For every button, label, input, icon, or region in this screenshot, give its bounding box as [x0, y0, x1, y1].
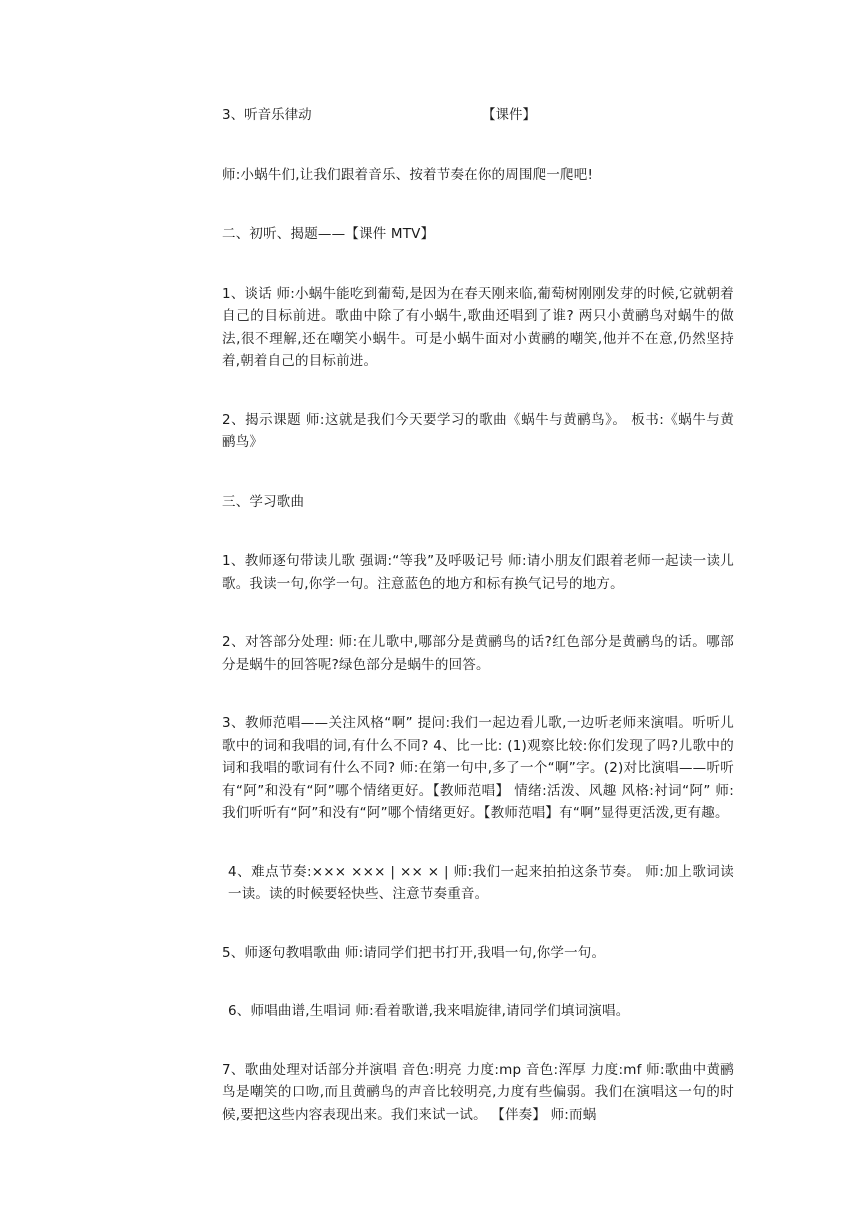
step-6-paragraph: 6、师唱曲谱,生唱词 师:看着歌谱,我来唱旋律,请同学们填词演唱。 [228, 1003, 630, 1019]
conversation-paragraph: 1、谈话 师:小蜗牛能吃到葡萄,是因为在春天刚来临,葡萄树刚刚发芽的时候,它就朝着自己的目标前进。歌曲中除了有小蜗牛,歌曲还唱到了谁? 两只小黄鹂鸟对蜗牛的做法,很不理解,还在嘲笑小蜗牛。可是小蜗牛面对小黄鹂的嘲笑,他并不在意,仍然坚持着,朝着自己的目标前进。 [222, 285, 734, 369]
reveal-topic-paragraph: 2、揭示课题 师:这就是我们今天要学习的歌曲《蜗牛与黄鹂鸟》。 板书:《蜗牛与黄鹂鸟》 [222, 411, 734, 450]
courseware-tag: 【课件】 [482, 107, 536, 123]
step-1-paragraph: 1、教师逐句带读儿歌 强调:“等我”及呼吸记号 师:请小朋友们跟着老师一起读一读儿歌。我读一句,你学一句。注意蓝色的地方和标有换气记号的地方。 [222, 553, 734, 592]
step-2-paragraph: 2、对答部分处理: 师:在儿歌中,哪部分是黄鹂鸟的话?红色部分是黄鹂鸟的话。哪部分是蜗牛的回答呢?绿色部分是蜗牛的回答。 [222, 634, 734, 673]
intro-paragraph: 师:小蜗牛们,让我们跟着音乐、按着节奏在你的周围爬一爬吧! [222, 166, 594, 183]
step-4-paragraph: 4、难点节奏:××× ××× | ×× × | 师:我们一起来拍拍这条节奏。 师:加上歌词读一读。读的时候要轻快些、注意节奏重音。 [228, 863, 734, 902]
step-7-paragraph: 7、歌曲处理对话部分并演唱 音色:明亮 力度:mp 音色:浑厚 力度:mf 师:歌曲中黄鹂鸟是嘲笑的口吻,而且黄鹂鸟的声音比较明亮,力度有些偏弱。我们在演唱这一句的时候,要把这些内容表现出来。我们来试一试。 【伴奏】 师:而蜗 [222, 1061, 734, 1123]
document-body [222, 104, 734, 1126]
step-5-paragraph: 5、师逐句教唱歌曲 师:请同学们把书打开,我唱一句,你学一句。 [222, 944, 606, 961]
part-3-heading: 三、学习歌曲 [222, 493, 305, 510]
section-3-heading [222, 104, 734, 127]
step-3-paragraph: 3、教师范唱——关注风格“啊” 提问:我们一起边看儿歌,一边听老师来演唱。听听儿歌中的词和我唱的词,有什么不同? 4、比一比: (1)观察比较:你们发现了吗?儿歌中的词和我唱的歌词有什么不同? 师:在第一句中,多了一个“啊”字。(2)对比演唱——听听有“阿”和没有“阿”哪个情绪更好。【教师范唱】 情绪:活泼、风趣 风格:衬词“阿” 师:我们听听有“阿”和没有“阿”哪个情绪更好。【教师范唱】有“啊”显得更活泼,更有趣。 [222, 715, 734, 821]
section-3-title: 3、听音乐律动 [222, 107, 312, 123]
part-2-heading: 二、初听、揭题——【课件 MTV】 [222, 226, 435, 242]
